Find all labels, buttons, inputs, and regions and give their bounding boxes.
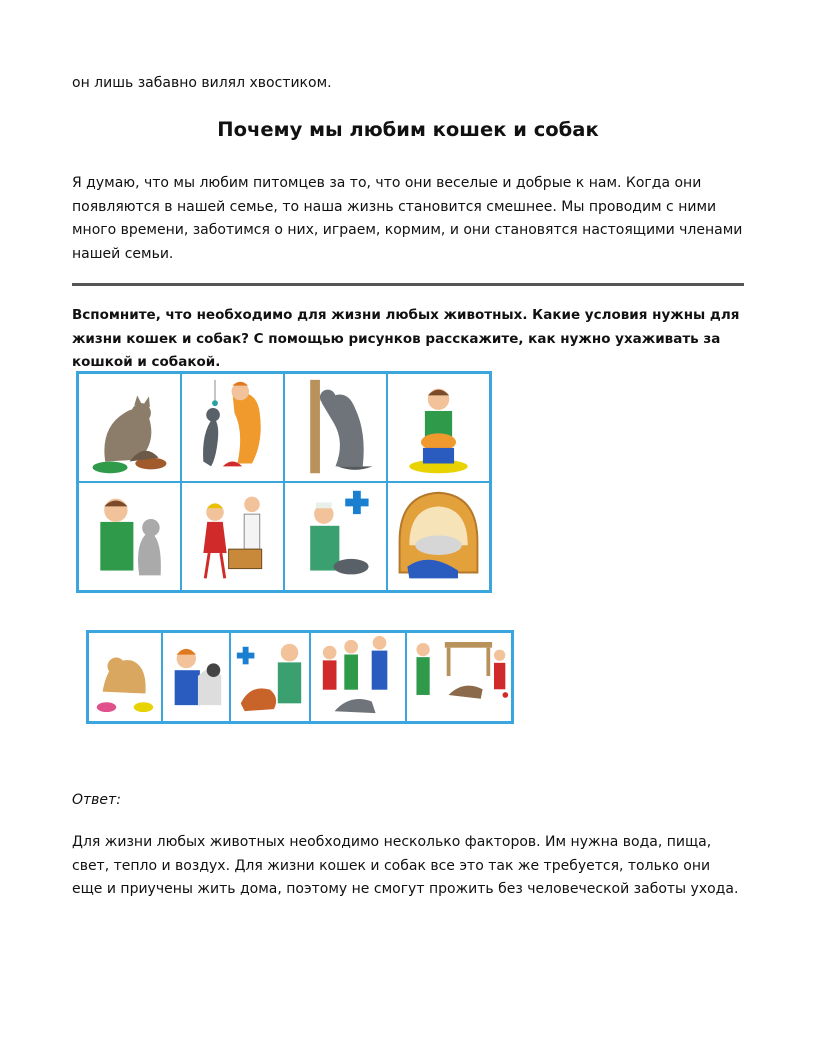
dog-care-illustrations	[86, 630, 514, 724]
cat-playing-picture	[181, 373, 284, 482]
cat-eating-picture	[78, 373, 181, 482]
divider	[72, 283, 744, 286]
answer-text: Для жизни любых животных необходимо несколько факторов. Им нужна вода, пища, свет, тепло и воздух. Для жизни кошек и собак все это так же требуется, только они еще и приучены жить дома, поэтому не смогут прожить без человеческой заботы ухода.	[72, 834, 739, 897]
cat-care-illustrations	[76, 371, 492, 593]
dog-training-picture	[406, 632, 512, 722]
cat-scratching-post-picture	[284, 373, 387, 482]
answer-label: Ответ:	[72, 792, 121, 808]
page-title: Почему мы любим кошек и собак	[217, 118, 599, 141]
task-text: Вспомните, что необходимо для жизни любых животных. Какие условия нужны для жизни кошек и собак? С помощью рисунков расскажите, как нужно ухаживать за кошкой и собакой.	[72, 307, 740, 370]
intro-line: он лишь забавно вилял хвостиком.	[72, 75, 332, 91]
family-walking-dog-picture	[310, 632, 406, 722]
vet-with-dog-picture	[230, 632, 310, 722]
vet-examining-cat-picture	[284, 482, 387, 591]
boy-brushing-cat-picture	[78, 482, 181, 591]
boy-holding-cat-picture	[387, 373, 490, 482]
boy-hugging-dog-picture	[162, 632, 230, 722]
dog-eating-picture	[88, 632, 162, 722]
girl-carrying-cat-picture	[181, 482, 284, 591]
paragraph-pets: Я думаю, что мы любим питомцев за то, что они веселые и добрые к нам. Когда они появляются в нашей семье, то наша жизнь становится смешнее. Мы проводим с ними много времени, заботимся о них, играем, кормим, и они становятся настоящими членами нашей семьи.	[72, 175, 743, 262]
cat-sleeping-basket-picture	[387, 482, 490, 591]
